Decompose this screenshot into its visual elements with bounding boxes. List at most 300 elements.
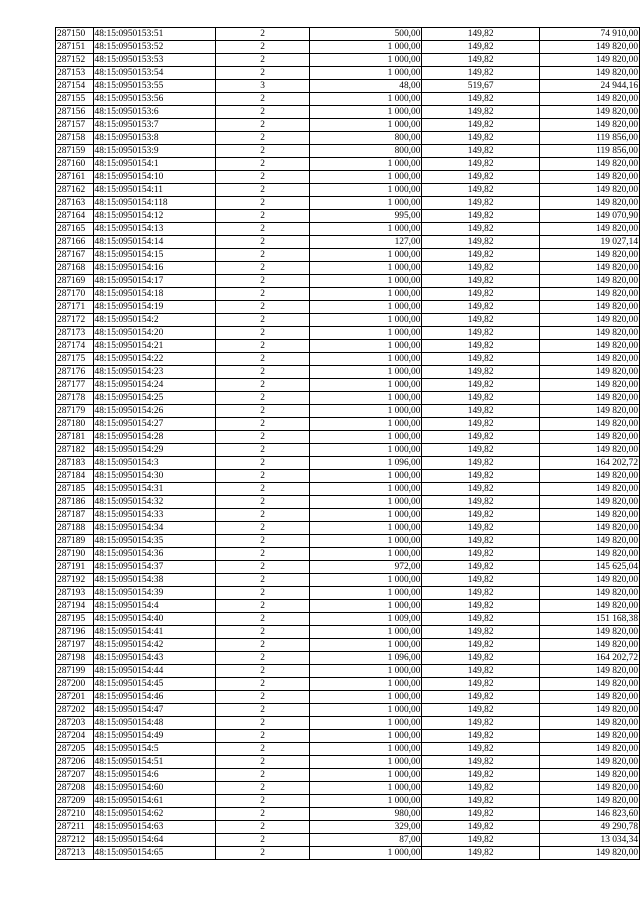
cadastral-number-cell: 48:15:0950154:29 — [93, 444, 216, 457]
cadastral-value-cell: 119 856,00 — [539, 132, 639, 145]
area-cell: 1 000,00 — [309, 366, 421, 379]
table-row — [56, 106, 640, 119]
specific-value-cell: 149,82 — [422, 392, 540, 405]
group-cell: 2 — [216, 54, 310, 67]
row-number-cell: 287178 — [56, 392, 94, 405]
area-cell: 1 000,00 — [309, 704, 421, 717]
area-cell: 1 000,00 — [309, 327, 421, 340]
specific-value-cell: 149,82 — [422, 366, 540, 379]
row-number-cell: 287183 — [56, 457, 94, 470]
cadastral-value-cell: 149 820,00 — [539, 600, 639, 613]
row-number-cell: 287202 — [56, 704, 94, 717]
row-number-cell: 287167 — [56, 249, 94, 262]
row-number-cell: 287162 — [56, 184, 94, 197]
cadastral-number-cell: 48:15:0950153:54 — [93, 67, 216, 80]
group-cell: 2 — [216, 717, 310, 730]
group-cell: 2 — [216, 418, 310, 431]
table-row — [56, 249, 640, 262]
row-number-cell: 287157 — [56, 119, 94, 132]
area-cell: 1 000,00 — [309, 41, 421, 54]
cadastral-value-cell: 149 820,00 — [539, 223, 639, 236]
group-cell: 2 — [216, 340, 310, 353]
table-row — [56, 522, 640, 535]
cadastral-value-cell: 149 820,00 — [539, 678, 639, 691]
group-cell: 2 — [216, 327, 310, 340]
specific-value-cell: 149,82 — [422, 652, 540, 665]
specific-value-cell: 149,82 — [422, 106, 540, 119]
cadastral-number-cell: 48:15:0950153:52 — [93, 41, 216, 54]
row-number-cell: 287180 — [56, 418, 94, 431]
cadastral-number-cell: 48:15:0950154:51 — [93, 756, 216, 769]
row-number-cell: 287187 — [56, 509, 94, 522]
area-cell: 1 000,00 — [309, 197, 421, 210]
row-number-cell: 287185 — [56, 483, 94, 496]
cadastral-value-cell: 151 168,38 — [539, 613, 639, 626]
area-cell: 1 000,00 — [309, 795, 421, 808]
area-cell: 1 000,00 — [309, 379, 421, 392]
group-cell: 2 — [216, 392, 310, 405]
group-cell: 2 — [216, 158, 310, 171]
cadastral-number-cell: 48:15:0950154:13 — [93, 223, 216, 236]
row-number-cell: 287191 — [56, 561, 94, 574]
row-number-cell: 287175 — [56, 353, 94, 366]
row-number-cell: 287206 — [56, 756, 94, 769]
cadastral-number-cell: 48:15:0950154:18 — [93, 288, 216, 301]
specific-value-cell: 149,82 — [422, 795, 540, 808]
area-cell: 1 000,00 — [309, 626, 421, 639]
specific-value-cell: 149,82 — [422, 470, 540, 483]
specific-value-cell: 149,82 — [422, 405, 540, 418]
specific-value-cell: 149,82 — [422, 548, 540, 561]
cadastral-number-cell: 48:15:0950154:22 — [93, 353, 216, 366]
row-number-cell: 287190 — [56, 548, 94, 561]
table-row — [56, 821, 640, 834]
table-row — [56, 847, 640, 860]
row-number-cell: 287152 — [56, 54, 94, 67]
table-row — [56, 41, 640, 54]
specific-value-cell: 149,82 — [422, 574, 540, 587]
table-row — [56, 314, 640, 327]
area-cell: 1 000,00 — [309, 340, 421, 353]
row-number-cell: 287204 — [56, 730, 94, 743]
group-cell: 3 — [216, 80, 310, 93]
row-number-cell: 287171 — [56, 301, 94, 314]
area-cell: 1 000,00 — [309, 314, 421, 327]
area-cell: 1 000,00 — [309, 93, 421, 106]
cadastral-number-cell: 48:15:0950154:34 — [93, 522, 216, 535]
area-cell: 1 000,00 — [309, 275, 421, 288]
row-number-cell: 287186 — [56, 496, 94, 509]
cadastral-number-cell: 48:15:0950154:20 — [93, 327, 216, 340]
cadastral-number-cell: 48:15:0950154:23 — [93, 366, 216, 379]
group-cell: 2 — [216, 223, 310, 236]
specific-value-cell: 149,82 — [422, 444, 540, 457]
group-cell: 2 — [216, 665, 310, 678]
cadastral-number-cell: 48:15:0950154:42 — [93, 639, 216, 652]
table-row — [56, 353, 640, 366]
group-cell: 2 — [216, 847, 310, 860]
group-cell: 2 — [216, 574, 310, 587]
specific-value-cell: 149,82 — [422, 340, 540, 353]
row-number-cell: 287197 — [56, 639, 94, 652]
specific-value-cell: 149,82 — [422, 28, 540, 41]
cadastral-number-cell: 48:15:0950154:32 — [93, 496, 216, 509]
cadastral-value-cell: 149 820,00 — [539, 301, 639, 314]
specific-value-cell: 149,82 — [422, 379, 540, 392]
area-cell: 1 000,00 — [309, 184, 421, 197]
table-row — [56, 145, 640, 158]
specific-value-cell: 149,82 — [422, 158, 540, 171]
group-cell: 2 — [216, 197, 310, 210]
specific-value-cell: 149,82 — [422, 41, 540, 54]
table-row — [56, 158, 640, 171]
row-number-cell: 287166 — [56, 236, 94, 249]
area-cell: 1 000,00 — [309, 171, 421, 184]
cadastral-value-cell: 149 820,00 — [539, 366, 639, 379]
area-cell: 1 000,00 — [309, 665, 421, 678]
table-row — [56, 717, 640, 730]
group-cell: 2 — [216, 483, 310, 496]
specific-value-cell: 149,82 — [422, 782, 540, 795]
cadastral-value-cell: 149 820,00 — [539, 262, 639, 275]
cadastral-number-cell: 48:15:0950154:27 — [93, 418, 216, 431]
specific-value-cell: 149,82 — [422, 327, 540, 340]
cadastral-value-cell: 149 820,00 — [539, 405, 639, 418]
table-row — [56, 834, 640, 847]
table-row — [56, 28, 640, 41]
area-cell: 329,00 — [309, 821, 421, 834]
area-cell: 1 000,00 — [309, 574, 421, 587]
cadastral-number-cell: 48:15:0950154:17 — [93, 275, 216, 288]
group-cell: 2 — [216, 613, 310, 626]
cadastral-number-cell: 48:15:0950154:37 — [93, 561, 216, 574]
area-cell: 1 000,00 — [309, 119, 421, 132]
group-cell: 2 — [216, 405, 310, 418]
table-row — [56, 444, 640, 457]
area-cell: 1 000,00 — [309, 509, 421, 522]
cadastral-value-cell: 149 820,00 — [539, 691, 639, 704]
specific-value-cell: 149,82 — [422, 496, 540, 509]
group-cell: 2 — [216, 522, 310, 535]
row-number-cell: 287151 — [56, 41, 94, 54]
area-cell: 1 000,00 — [309, 691, 421, 704]
table-row — [56, 197, 640, 210]
specific-value-cell: 149,82 — [422, 288, 540, 301]
table-row — [56, 418, 640, 431]
area-cell: 1 096,00 — [309, 457, 421, 470]
group-cell: 2 — [216, 548, 310, 561]
table-row — [56, 795, 640, 808]
cadastral-number-cell: 48:15:0950153:55 — [93, 80, 216, 93]
row-number-cell: 287188 — [56, 522, 94, 535]
cadastral-number-cell: 48:15:0950154:41 — [93, 626, 216, 639]
specific-value-cell: 149,82 — [422, 639, 540, 652]
group-cell: 2 — [216, 795, 310, 808]
cadastral-number-cell: 48:15:0950154:65 — [93, 847, 216, 860]
table-row — [56, 756, 640, 769]
area-cell: 972,00 — [309, 561, 421, 574]
table-row — [56, 730, 640, 743]
row-number-cell: 287160 — [56, 158, 94, 171]
area-cell: 1 000,00 — [309, 522, 421, 535]
table-row — [56, 613, 640, 626]
row-number-cell: 287209 — [56, 795, 94, 808]
specific-value-cell: 149,82 — [422, 743, 540, 756]
specific-value-cell: 149,82 — [422, 847, 540, 860]
area-cell: 1 009,00 — [309, 613, 421, 626]
cadastral-number-cell: 48:15:0950153:8 — [93, 132, 216, 145]
area-cell: 1 000,00 — [309, 587, 421, 600]
group-cell: 2 — [216, 509, 310, 522]
cadastral-value-cell: 149 820,00 — [539, 665, 639, 678]
cadastral-number-cell: 48:15:0950154:31 — [93, 483, 216, 496]
table-row — [56, 639, 640, 652]
cadastral-number-cell: 48:15:0950154:16 — [93, 262, 216, 275]
specific-value-cell: 149,82 — [422, 184, 540, 197]
cadastral-value-cell: 149 820,00 — [539, 418, 639, 431]
table-row — [56, 691, 640, 704]
area-cell: 1 000,00 — [309, 353, 421, 366]
area-cell: 1 000,00 — [309, 444, 421, 457]
cadastral-value-cell: 149 070,90 — [539, 210, 639, 223]
row-number-cell: 287212 — [56, 834, 94, 847]
row-number-cell: 287159 — [56, 145, 94, 158]
specific-value-cell: 149,82 — [422, 808, 540, 821]
table-row — [56, 457, 640, 470]
row-number-cell: 287184 — [56, 470, 94, 483]
area-cell: 1 000,00 — [309, 847, 421, 860]
group-cell: 2 — [216, 743, 310, 756]
table-row — [56, 548, 640, 561]
cadastral-number-cell: 48:15:0950154:35 — [93, 535, 216, 548]
group-cell: 2 — [216, 184, 310, 197]
area-cell: 1 000,00 — [309, 288, 421, 301]
cadastral-number-cell: 48:15:0950154:25 — [93, 392, 216, 405]
group-cell: 2 — [216, 119, 310, 132]
cadastral-number-cell: 48:15:0950154:12 — [93, 210, 216, 223]
area-cell: 1 000,00 — [309, 717, 421, 730]
cadastral-value-cell: 149 820,00 — [539, 795, 639, 808]
cadastral-number-cell: 48:15:0950154:33 — [93, 509, 216, 522]
row-number-cell: 287196 — [56, 626, 94, 639]
cadastral-number-cell: 48:15:0950154:6 — [93, 769, 216, 782]
table-row — [56, 54, 640, 67]
cadastral-value-cell: 149 820,00 — [539, 41, 639, 54]
area-cell: 1 000,00 — [309, 470, 421, 483]
row-number-cell: 287164 — [56, 210, 94, 223]
row-number-cell: 287177 — [56, 379, 94, 392]
table-row — [56, 535, 640, 548]
group-cell: 2 — [216, 808, 310, 821]
cadastral-value-cell: 149 820,00 — [539, 548, 639, 561]
cadastral-value-cell: 164 202,72 — [539, 652, 639, 665]
specific-value-cell: 149,82 — [422, 67, 540, 80]
area-cell: 1 000,00 — [309, 262, 421, 275]
cadastral-number-cell: 48:15:0950153:7 — [93, 119, 216, 132]
table-row — [56, 184, 640, 197]
row-number-cell: 287150 — [56, 28, 94, 41]
cadastral-value-cell: 149 820,00 — [539, 782, 639, 795]
group-cell: 2 — [216, 561, 310, 574]
area-cell: 1 000,00 — [309, 158, 421, 171]
table-row — [56, 587, 640, 600]
group-cell: 2 — [216, 379, 310, 392]
specific-value-cell: 519,67 — [422, 80, 540, 93]
row-number-cell: 287189 — [56, 535, 94, 548]
table-row — [56, 93, 640, 106]
group-cell: 2 — [216, 600, 310, 613]
table-row — [56, 119, 640, 132]
cadastral-number-cell: 48:15:0950154:118 — [93, 197, 216, 210]
cadastral-value-cell: 149 820,00 — [539, 431, 639, 444]
cadastral-number-cell: 48:15:0950154:44 — [93, 665, 216, 678]
cadastral-value-cell: 149 820,00 — [539, 197, 639, 210]
specific-value-cell: 149,82 — [422, 301, 540, 314]
row-number-cell: 287161 — [56, 171, 94, 184]
group-cell: 2 — [216, 470, 310, 483]
group-cell: 2 — [216, 275, 310, 288]
cadastral-value-cell: 149 820,00 — [539, 639, 639, 652]
table-row — [56, 769, 640, 782]
table-row — [56, 561, 640, 574]
table-row — [56, 743, 640, 756]
group-cell: 2 — [216, 769, 310, 782]
area-cell: 995,00 — [309, 210, 421, 223]
table-row — [56, 600, 640, 613]
group-cell: 2 — [216, 67, 310, 80]
area-cell: 87,00 — [309, 834, 421, 847]
row-number-cell: 287193 — [56, 587, 94, 600]
cadastral-value-cell: 149 820,00 — [539, 483, 639, 496]
area-cell: 1 000,00 — [309, 743, 421, 756]
table-row — [56, 665, 640, 678]
area-cell: 48,00 — [309, 80, 421, 93]
specific-value-cell: 149,82 — [422, 509, 540, 522]
cadastral-number-cell: 48:15:0950153:53 — [93, 54, 216, 67]
area-cell: 1 000,00 — [309, 535, 421, 548]
table-row — [56, 574, 640, 587]
specific-value-cell: 149,82 — [422, 691, 540, 704]
row-number-cell: 287179 — [56, 405, 94, 418]
row-number-cell: 287203 — [56, 717, 94, 730]
cadastral-number-cell: 48:15:0950154:1 — [93, 158, 216, 171]
cadastral-number-cell: 48:15:0950153:6 — [93, 106, 216, 119]
group-cell: 2 — [216, 301, 310, 314]
group-cell: 2 — [216, 236, 310, 249]
cadastral-value-cell: 149 820,00 — [539, 574, 639, 587]
cadastral-number-cell: 48:15:0950154:11 — [93, 184, 216, 197]
row-number-cell: 287213 — [56, 847, 94, 860]
table-row — [56, 678, 640, 691]
cadastral-number-cell: 48:15:0950154:49 — [93, 730, 216, 743]
specific-value-cell: 149,82 — [422, 704, 540, 717]
cadastral-number-cell: 48:15:0950154:64 — [93, 834, 216, 847]
row-number-cell: 287192 — [56, 574, 94, 587]
group-cell: 2 — [216, 730, 310, 743]
specific-value-cell: 149,82 — [422, 93, 540, 106]
area-cell: 1 000,00 — [309, 678, 421, 691]
cadastral-number-cell: 48:15:0950154:10 — [93, 171, 216, 184]
specific-value-cell: 149,82 — [422, 431, 540, 444]
cadastral-value-cell: 19 027,14 — [539, 236, 639, 249]
table-row — [56, 236, 640, 249]
area-cell: 1 000,00 — [309, 730, 421, 743]
cadastral-value-cell: 149 820,00 — [539, 392, 639, 405]
specific-value-cell: 149,82 — [422, 730, 540, 743]
cadastral-value-cell: 149 820,00 — [539, 522, 639, 535]
row-number-cell: 287172 — [56, 314, 94, 327]
table-row — [56, 509, 640, 522]
group-cell: 2 — [216, 639, 310, 652]
area-cell: 1 096,00 — [309, 652, 421, 665]
specific-value-cell: 149,82 — [422, 717, 540, 730]
cadastral-value-cell: 149 820,00 — [539, 119, 639, 132]
row-number-cell: 287154 — [56, 80, 94, 93]
cadastral-number-cell: 48:15:0950154:26 — [93, 405, 216, 418]
cadastral-number-cell: 48:15:0950154:4 — [93, 600, 216, 613]
specific-value-cell: 149,82 — [422, 54, 540, 67]
cadastral-number-cell: 48:15:0950154:61 — [93, 795, 216, 808]
cadastral-value-cell: 149 820,00 — [539, 717, 639, 730]
row-number-cell: 287156 — [56, 106, 94, 119]
cadastral-value-cell: 164 202,72 — [539, 457, 639, 470]
row-number-cell: 287198 — [56, 652, 94, 665]
table-row — [56, 80, 640, 93]
table-row — [56, 496, 640, 509]
group-cell: 2 — [216, 288, 310, 301]
table-row — [56, 431, 640, 444]
table-row — [56, 379, 640, 392]
group-cell: 2 — [216, 41, 310, 54]
cadastral-number-cell: 48:15:0950154:5 — [93, 743, 216, 756]
table-body — [56, 28, 640, 860]
group-cell: 2 — [216, 431, 310, 444]
cadastral-value-cell: 149 820,00 — [539, 249, 639, 262]
area-cell: 1 000,00 — [309, 431, 421, 444]
specific-value-cell: 149,82 — [422, 756, 540, 769]
table-row — [56, 67, 640, 80]
table-row — [56, 652, 640, 665]
cadastral-value-cell: 149 820,00 — [539, 106, 639, 119]
cadastral-number-cell: 48:15:0950154:45 — [93, 678, 216, 691]
cadastral-value-cell: 149 820,00 — [539, 626, 639, 639]
cadastral-value-cell: 149 820,00 — [539, 704, 639, 717]
row-number-cell: 287181 — [56, 431, 94, 444]
cadastral-value-cell: 149 820,00 — [539, 171, 639, 184]
group-cell: 2 — [216, 626, 310, 639]
table-row — [56, 301, 640, 314]
table-row — [56, 288, 640, 301]
specific-value-cell: 149,82 — [422, 613, 540, 626]
area-cell: 1 000,00 — [309, 769, 421, 782]
specific-value-cell: 149,82 — [422, 119, 540, 132]
cadastral-value-cell: 149 820,00 — [539, 743, 639, 756]
table-row — [56, 327, 640, 340]
area-cell: 1 000,00 — [309, 496, 421, 509]
group-cell: 2 — [216, 28, 310, 41]
area-cell: 500,00 — [309, 28, 421, 41]
specific-value-cell: 149,82 — [422, 769, 540, 782]
cadastral-value-cell: 149 820,00 — [539, 379, 639, 392]
cadastral-value-cell: 119 856,00 — [539, 145, 639, 158]
specific-value-cell: 149,82 — [422, 353, 540, 366]
group-cell: 2 — [216, 691, 310, 704]
specific-value-cell: 149,82 — [422, 210, 540, 223]
cadastral-value-cell: 149 820,00 — [539, 158, 639, 171]
cadastral-number-cell: 48:15:0950154:38 — [93, 574, 216, 587]
cadastral-value-cell: 145 625,04 — [539, 561, 639, 574]
cadastral-value-cell: 149 820,00 — [539, 67, 639, 80]
